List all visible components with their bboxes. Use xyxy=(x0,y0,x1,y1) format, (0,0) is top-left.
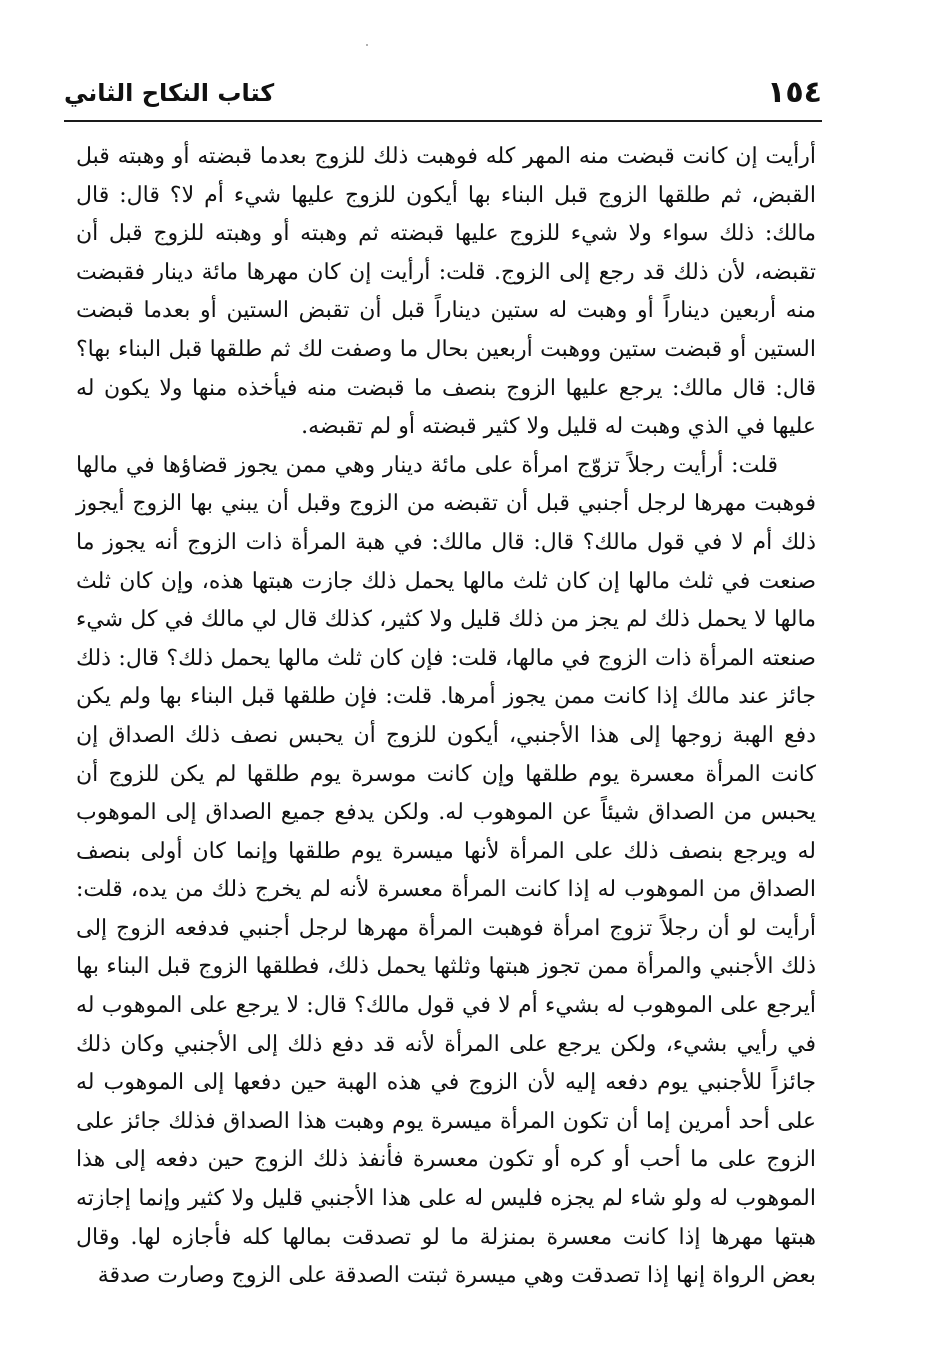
scan-speck xyxy=(366,44,368,46)
header-rule xyxy=(64,120,822,122)
paragraph: أرأيت إن كانت قبضت منه المهر كله فوهبت ذلك للزوج بعدما قبضته أو وهبته قبل القبض، ثم طلقها الزوج قبل البناء بها أيكون للزوج عليها شيء أم لا؟ قال: قال مالك: ذلك سواء ولا شيء للزوج عليها قبضته ثم وهبته أو وهبته للزوج قبل أن تقبضه، لأن ذلك قد رجع إلى الزوج. قلت: أرأيت إن كان مهرها مائة دينار فقبضت منه أربعين ديناراً أو وهبت له ستين ديناراً قبل أن تقبض الستين أو بعدما قبضت الستين أو قبضت ستين ووهبت أربعين بحال ما وصفت لك ثم طلقها قبل البناء بها؟ قال: قال مالك: يرجع عليها الزوج بنصف ما قبضت منه فيأخذه منها ولا يكون له عليها في الذي وهبت له قليل ولا كثير قبضته أو لم تقبضه. xyxy=(76,144,816,440)
page-number: ١٥٤ xyxy=(767,75,822,110)
paragraph: قلت: أرأيت رجلاً تزوّج امرأة على مائة دينار وهي ممن يجوز قضاؤها في مالها فوهبت مهرها لرجل أجنبي قبل أن تقبضه من الزوج وقبل أن يبني بها الزوج أيجوز ذلك أم لا في قول مالك؟ قال: قال مالك: في هبة المرأة ذات الزوج أنه يجوز ما صنعت في ثلث مالها إن كان ثلث مالها يحمل ذلك جازت هبتها هذه، وإن كان ثلث مالها لا يحمل ذلك لم يجز من ذلك قليل ولا كثير، كذلك قال لي مالك في كل شيء صنعته المرأة ذات الزوج في مالها، قلت: فإن كان ثلث مالها يحمل ذلك؟ قال: ذلك جائز عند مالك إذا كانت ممن يجوز أمرها. قلت: فإن طلقها قبل البناء بها ولم يكن دفع الهبة زوجها إلى هذا الأجنبي، أيكون للزوج أن يحبس نصف ذلك الصداق إن كانت المرأة معسرة يوم طلقها وإن كانت موسرة يوم طلقها لم يكن للزوج أن يحبس من الصداق شيئاً عن الموهوب له. ولكن يدفع جميع الصداق إلى الموهوب له ويرجع بنصف ذلك على المرأة لأنها ميسرة يوم طلقها وإنما كان أولى بنصف الصداق من الموهوب له إذا كانت المرأة معسرة لأنه لم يخرج ذلك من يده، قلت: أرأيت لو أن رجلاً تزوج امرأة فوهبت المرأة مهرها لرجل أجنبي فدفعه الزوج إلى ذلك الأجنبي والمرأة ممن تجوز هبتها وثلثها يحمل ذلك، فطلقها الزوج قبل البناء بها أيرجع على الموهوب له بشيء أم لا في قول مالك؟ قال: لا يرجع على الموهوب له في رأيي بشيء، ولكن يرجع على المرأة لأنه قد دفع ذلك إلى الأجنبي وكان ذلك جائزاً للأجنبي يوم دفعه إليه لأن الزوج في هذه الهبة حين دفعها إلى الموهوب له على أحد أمرين إما أن تكون المرأة ميسرة يوم وهبت هذا الصداق فذلك جائز على الزوج على ما أحب أو كره أو تكون معسرة فأنفذ ذلك الزوج حين دفعه إلى هذا الموهوب له ولو شاء لم يجزه فليس له على هذا الأجنبي قليل ولا كثير وإنما إجازته هبتها مهرها إذا كانت معسرة بمنزلة ما لو تصدقت بمالها كله فأجازه لها. وقال بعض الرواة إنها إذا تصدقت وهي ميسرة ثبتت الصدقة على الزوج وصارت صدقة xyxy=(76,452,817,1289)
running-title: كتاب النكاح الثاني xyxy=(64,79,275,107)
main-text xyxy=(76,138,816,1296)
page-header xyxy=(64,72,822,112)
